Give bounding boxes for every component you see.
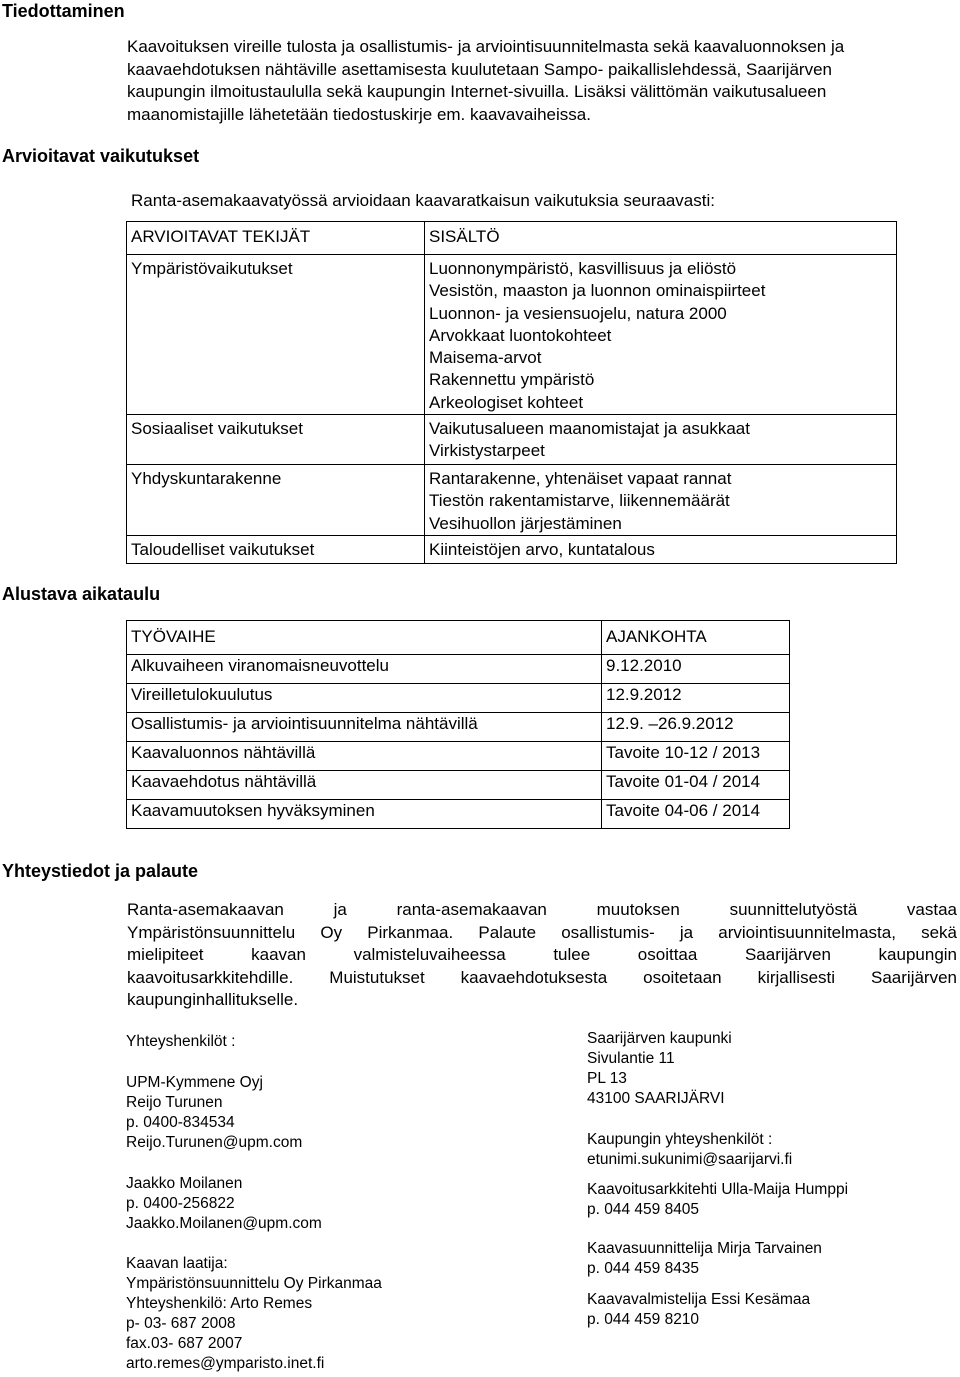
contact-line: p. 0400-834534 xyxy=(126,1114,235,1131)
impact-table xyxy=(126,221,897,564)
phase-cell: Kaavamuutoksen hyväksyminen xyxy=(127,800,602,829)
table-row xyxy=(127,713,790,742)
content-line: Vaikutusalueen maanomistajat ja asukkaat xyxy=(429,419,750,439)
contact-line: Kaavavalmistelija Essi Kesämaa xyxy=(587,1291,811,1308)
contact-line: fax.03- 687 2007 xyxy=(126,1335,243,1352)
content-line: Luonnonympäristö, kasvillisuus ja eliöstö xyxy=(429,259,737,278)
content-line: Virkistystarpeet xyxy=(429,441,545,461)
content-line: Tiestön rakentamistarve, liikennemäärät xyxy=(429,491,730,511)
paragraph-line: kaavaehdotuksen nähtäville asettamisesta kuulutetaan Sampo- paikallislehdessä, Saarijärven xyxy=(127,59,832,79)
section-heading-yhteystiedot: Yhteystiedot ja palaute xyxy=(2,861,199,881)
contact-line: p. 044 459 8405 xyxy=(587,1201,700,1218)
paragraph-line: Kaavoituksen vireille tulosta ja osallistumis- ja arviointisuunnitelmasta sekä kaavaluonnoksen ja xyxy=(127,37,845,56)
contact-line: 43100 SAARIJÄRVI xyxy=(587,1090,725,1107)
phase-cell: Kaavaluonnos nähtävillä xyxy=(127,742,602,771)
arvioitavat-intro: Ranta-asemakaavatyössä arvioidaan kaavaratkaisun vaikutuksia seuraavasti: xyxy=(131,191,715,210)
left-contact-block xyxy=(126,1254,382,1374)
content-line: Luonnon- ja vesiensuojelu, natura 2000 xyxy=(429,303,727,323)
contact-line: Kaavan laatija: xyxy=(126,1255,228,1272)
phase-cell: Alkuvaiheen viranomaisneuvottelu xyxy=(127,655,602,684)
header-cell: ARVIOITAVAT TEKIJÄT xyxy=(127,222,425,255)
phase-cell: Kaavaehdotus nähtävillä xyxy=(127,771,602,800)
phase-cell: Vireilletulokuulutus xyxy=(127,684,602,713)
factor-cell: Sosiaaliset vaikutukset xyxy=(127,415,425,465)
section-heading-arvioitavat: Arvioitavat vaikutukset xyxy=(2,146,200,166)
table-row xyxy=(127,465,897,536)
tiedottaminen-paragraph xyxy=(127,36,844,126)
contact-line: Yhteyshenkilöt : xyxy=(126,1033,236,1050)
left-contact-block xyxy=(126,1073,302,1153)
paragraph-line: mielipiteet kaavan valmisteluvaiheessa tulee osoittaa Saarijärven kaupungin xyxy=(127,945,957,964)
table-row xyxy=(127,684,790,713)
contact-line: etunimi.sukunimi@saarijarvi.fi xyxy=(587,1151,793,1168)
content-line: Kiinteistöjen arvo, kuntatalous xyxy=(429,540,655,560)
contact-line: Jaakko Moilanen xyxy=(126,1175,243,1192)
content-line: Rantarakenne, yhtenäiset vapaat rannat xyxy=(429,469,732,489)
schedule-table xyxy=(126,620,790,829)
table-header-row xyxy=(127,621,790,655)
contact-line: Sivulantie 11 xyxy=(587,1050,675,1067)
date-cell: Tavoite 10-12 / 2013 xyxy=(602,742,790,771)
contact-line: Reijo.Turunen@upm.com xyxy=(126,1134,303,1151)
header-cell: SISÄLTÖ xyxy=(425,222,897,255)
contact-line: Kaavasuunnittelija Mirja Tarvainen xyxy=(587,1240,822,1257)
right-contact-block xyxy=(587,1239,822,1279)
header-cell: AJANKOHTA xyxy=(602,621,790,655)
date-cell: 12.9. –26.9.2012 xyxy=(602,713,790,742)
paragraph-line: Ranta-asemakaavan ja ranta-asemakaavan muutoksen suunnittelutyöstä vastaa xyxy=(127,900,957,919)
section-heading-aikataulu: Alustava aikataulu xyxy=(2,584,161,604)
contact-line: Yhteyshenkilö: Arto Remes xyxy=(126,1295,313,1312)
phase-cell: Osallistumis- ja arviointisuunnitelma nähtävillä xyxy=(127,713,602,742)
date-cell: Tavoite 01-04 / 2014 xyxy=(602,771,790,800)
table-header-row xyxy=(127,222,897,255)
table-row xyxy=(127,742,790,771)
table-row xyxy=(127,655,790,684)
right-contact-block xyxy=(587,1029,732,1109)
content-line: Maisema-arvot xyxy=(429,348,542,368)
contact-line: p. 0400-256822 xyxy=(126,1195,235,1212)
content-cell xyxy=(425,255,897,415)
left-contact-block xyxy=(126,1032,235,1052)
header-cell: TYÖVAIHE xyxy=(127,621,602,655)
paragraph-line: kaupunginhallitukselle. xyxy=(127,990,299,1009)
content-cell xyxy=(425,536,897,564)
date-cell: 9.12.2010 xyxy=(602,655,790,684)
right-contact-block xyxy=(587,1290,810,1330)
table-row xyxy=(127,771,790,800)
content-line: Vesistön, maaston ja luonnon ominaispiirteet xyxy=(429,281,766,301)
contact-line: Jaakko.Moilanen@upm.com xyxy=(126,1215,322,1232)
paragraph-line: Ympäristönsuunnittelu Oy Pirkanmaa. Palaute osallistumis- ja arviointisuunnitelmasta, sekä xyxy=(127,922,957,942)
paragraph-line: maanomistajille lähetetään tiedostuskirje em. kaavavaiheissa. xyxy=(127,104,591,124)
content-cell xyxy=(425,415,897,465)
paragraph-line: kaupungin ilmoitustaululla sekä kaupungin Internet-sivuilla. Lisäksi välittömän vaikutusalueen xyxy=(127,82,827,101)
contact-line: p. 044 459 8435 xyxy=(587,1260,700,1277)
content-line: Vesihuollon järjestäminen xyxy=(429,513,622,533)
contact-line: p. 044 459 8210 xyxy=(587,1311,700,1328)
contact-line: Ympäristönsuunnittelu Oy Pirkanmaa xyxy=(126,1275,382,1292)
paragraph-line: kaavoitusarkkitehdille. Muistutukset kaavaehdotuksesta osoitetaan kirjallisesti Saarijärven xyxy=(127,967,957,987)
date-cell: Tavoite 04-06 / 2014 xyxy=(602,800,790,829)
content-line: Rakennettu ympäristö xyxy=(429,370,595,390)
contact-line: Kaupungin yhteyshenkilöt : xyxy=(587,1131,773,1148)
contact-line: Reijo Turunen xyxy=(126,1094,223,1111)
content-cell xyxy=(425,465,897,536)
contact-line: Kaavoitusarkkitehti Ulla-Maija Humppi xyxy=(587,1181,849,1198)
table-row xyxy=(127,536,897,564)
contact-line: PL 13 xyxy=(587,1070,627,1087)
factor-cell: Ympäristövaikutukset xyxy=(127,255,425,415)
content-line: Arkeologiset kohteet xyxy=(429,392,584,412)
contact-line: Saarijärven kaupunki xyxy=(587,1030,732,1047)
content-line: Arvokkaat luontokohteet xyxy=(429,325,612,345)
contact-line: arto.remes@ymparisto.inet.fi xyxy=(126,1355,325,1372)
section-heading-tiedottaminen: Tiedottaminen xyxy=(2,1,125,21)
table-row xyxy=(127,255,897,415)
factor-cell: Taloudelliset vaikutukset xyxy=(127,536,425,564)
table-row xyxy=(127,415,897,465)
right-contact-block xyxy=(587,1180,848,1220)
yhteystiedot-paragraph xyxy=(127,899,957,1012)
contact-line: p- 03- 687 2008 xyxy=(126,1315,236,1332)
date-cell: 12.9.2012 xyxy=(602,684,790,713)
left-contact-block xyxy=(126,1174,322,1234)
factor-cell: Yhdyskuntarakenne xyxy=(127,465,425,536)
right-contact-block xyxy=(587,1130,792,1170)
table-row xyxy=(127,800,790,829)
contact-line: UPM-Kymmene Oyj xyxy=(126,1074,263,1091)
